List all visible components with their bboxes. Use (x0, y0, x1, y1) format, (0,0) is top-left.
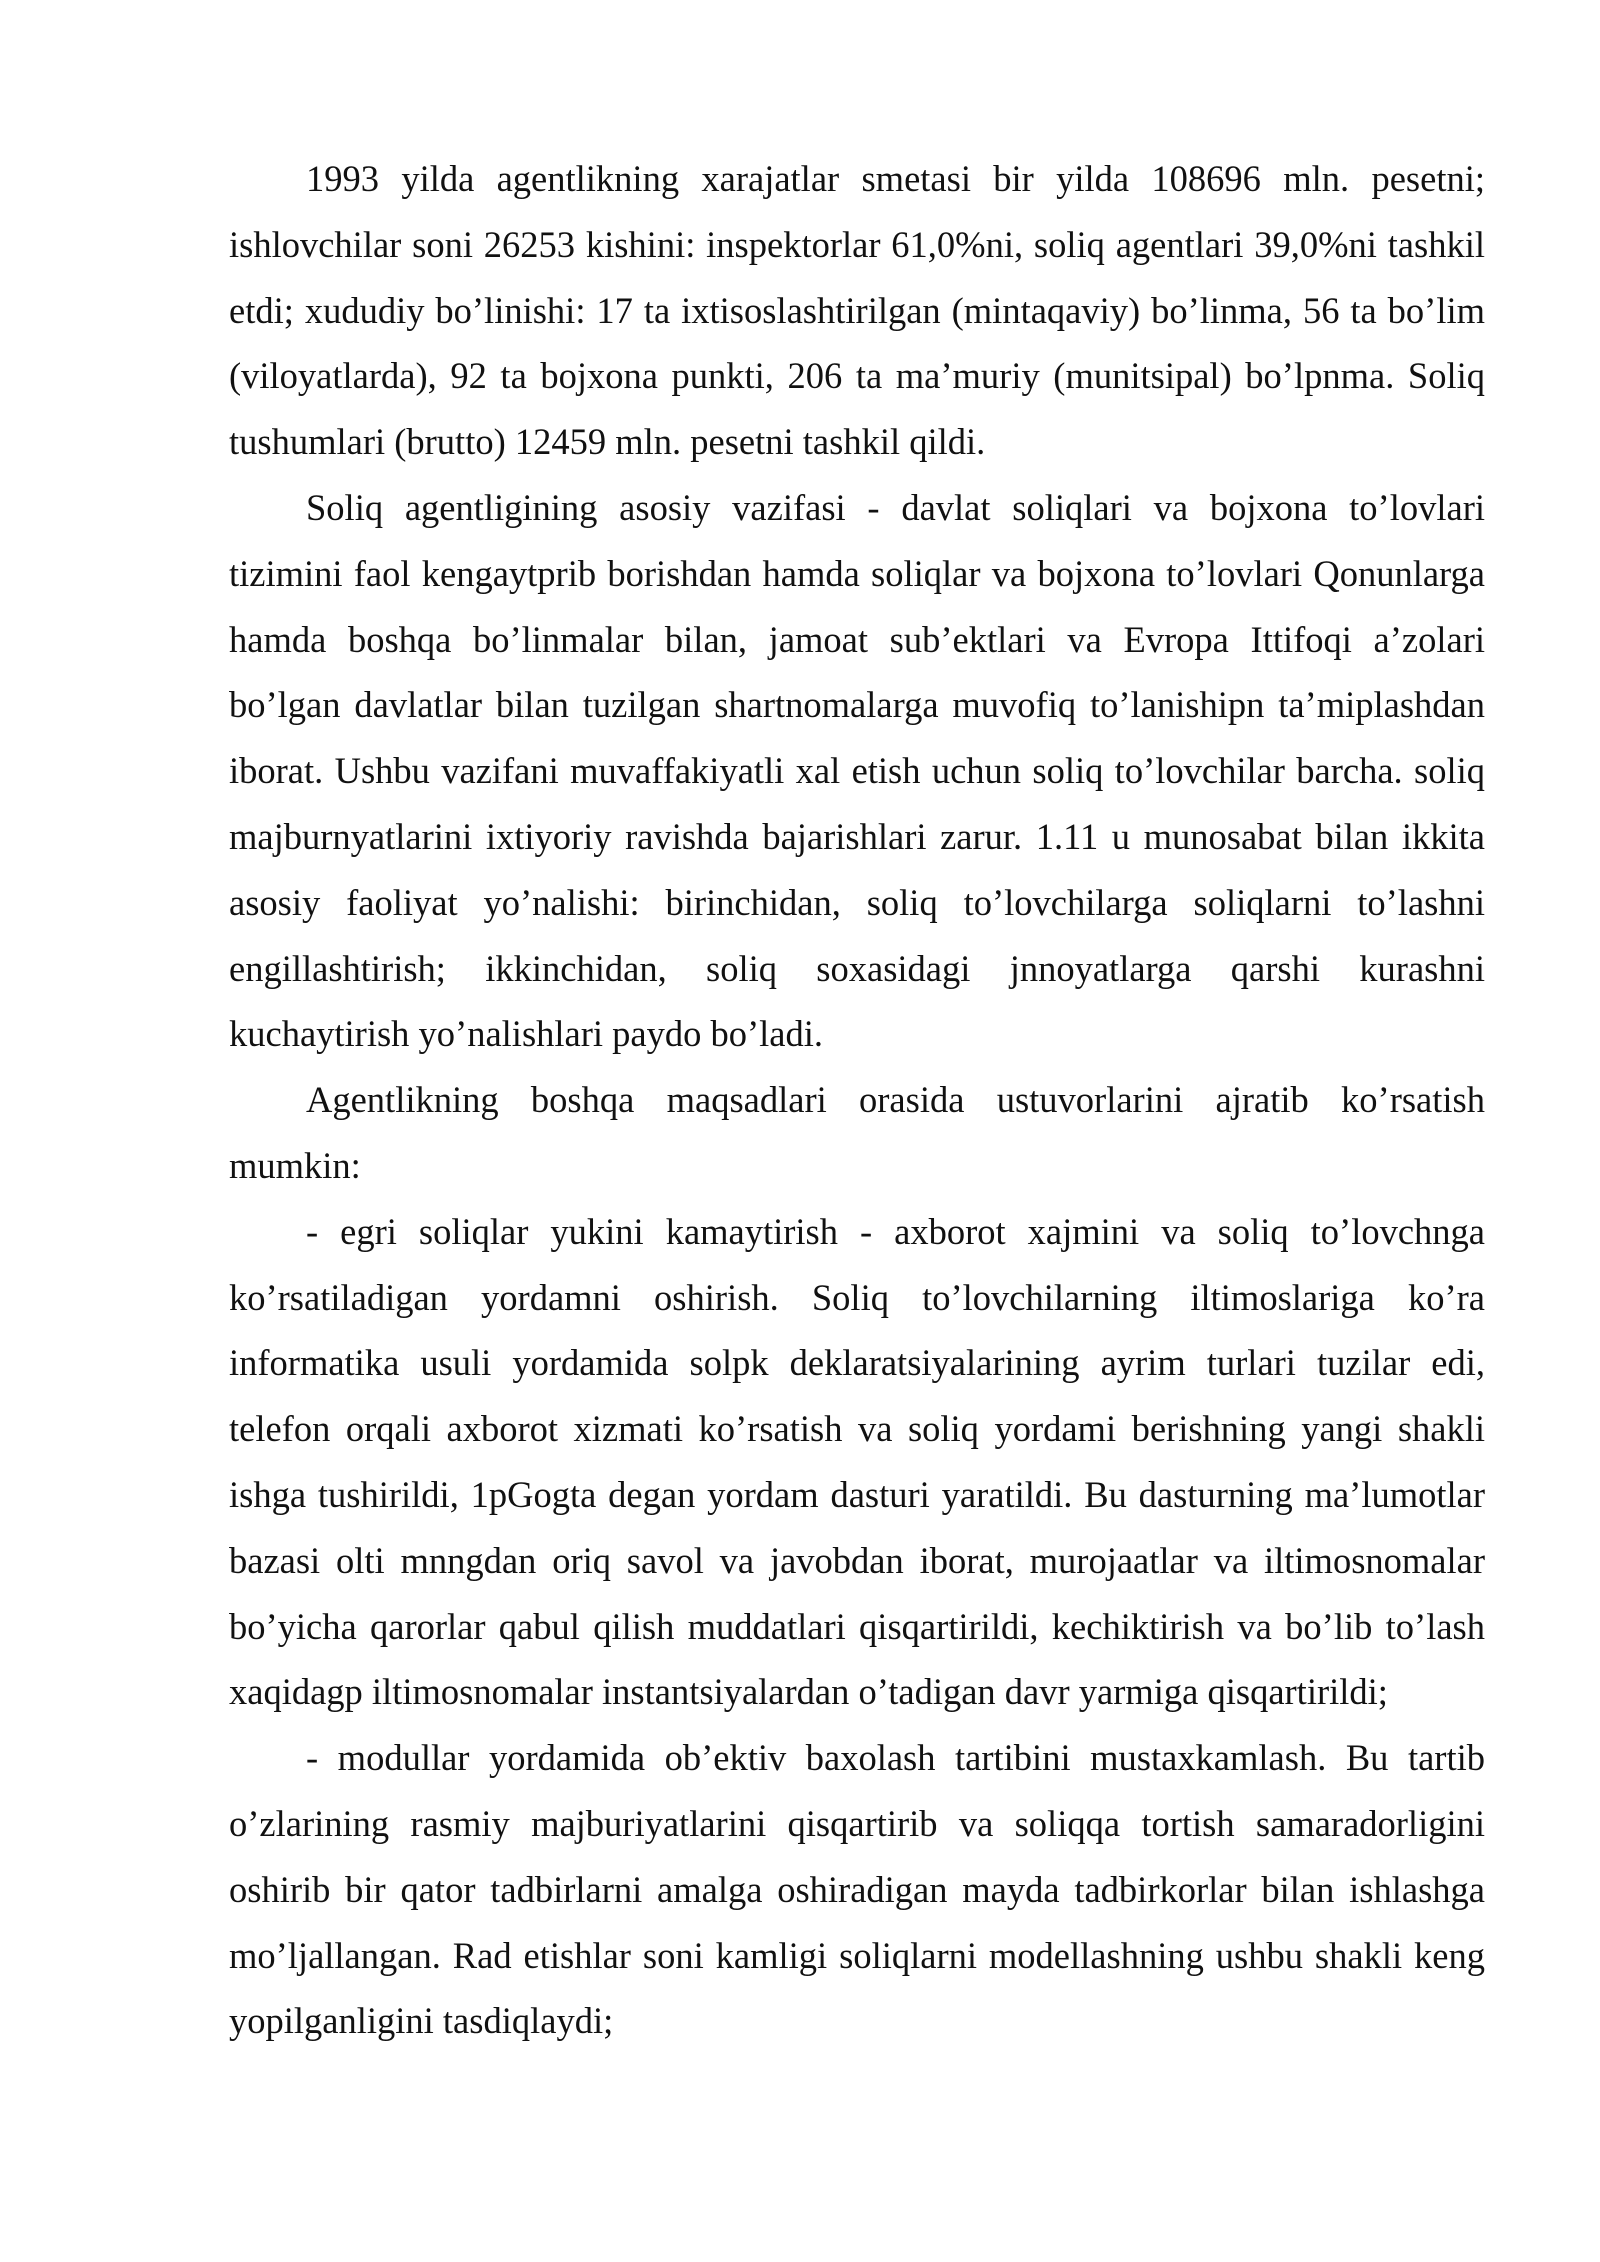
list-item-reduce-indirect-burden: - egri soliqlar yukini kamaytirish - axborot xajmini va soliq to’lovchnga ko’rsatiladigan yordamni oshirish. Soliq to’lovchilarning iltimoslariga ko’ra informatika usuli yordamida solpk deklaratsiyalarining ayrim turlari tuzilar edi, telefon orqali axborot xizmati ko’rsatish va soliq yordami berishning yangi shakli ishga tushirildi, 1pGogta degan yordam dasturi yaratildi. Bu dasturning ma’lumotlar bazasi olti mnngdan oriq savol va javobdan iborat, murojaatlar va iltimosnomalar bo’yicha qarorlar qabul qilish muddatlari qisqartirildi, kechiktirish va bo’lib to’lash xaqidagp iltimosnomalar instantsiyalardan o’tadigan davr yarmiga qisqartirildi; (229, 1210, 1485, 1713)
document-page (229, 146, 1485, 2054)
paragraph-agency-main-task: Soliq agentligining asosiy vazifasi - davlat soliqlari va bojxona to’lovlari tizimini faol kengaytprib borishdan hamda soliqlar va bojxona to’lovlari Qonunlarga hamda boshqa bo’linmalar bilan, jamoat sub’ektlari va Evropa Ittifoqi a’zolari bo’lgan davlatlar bilan tuzilgan shartnomalarga muvofiq to’lanishipn ta’miplashdan iborat. Ushbu vazifani muvaffakiyatli xal etish uchun soliq to’lovchilar barcha. soliq majburnyatlarini ixtiyoriy ravishda bajarishlari zarur. 1.11 u munosabat bilan ikkita asosiy faoliyat yo’nalishi: birinchidan, soliq to’lovchilarga soliqlarni to’lashni engillashtirish; ikkinchidan, soliq soxasidagi jnnoyatlarga qarshi kurashni kuchaytirish yo’nalishlari paydo bo’ladi. (229, 486, 1485, 1055)
paragraph-agency-other-goals: Agentlikning boshqa maqsadlari orasida ustuvorlarini ajratib ko’rsatish mumkin: (229, 1079, 1485, 1186)
list-item-objective-assessment-modules: - modullar yordamida ob’ektiv baxolash tartibini mustaxkamlash. Bu tartib o’zlarining rasmiy majburiyatlarini qisqartirib va soliqqa tortish samaradorligini oshirib bir qator tadbirlarni amalga oshiradigan mayda tadbirkorlar bilan ishlashga mo’ljallangan. Rad etishlar soni kamligi soliqlarni modellashning ushbu shakli keng yopilganligini tasdiqlaydi; (229, 1737, 1485, 2042)
paragraph-agency-budget-1993: 1993 yilda agentlikning xarajatlar smetasi bir yilda 108696 mln. pesetni; ishlovchilar soni 26253 kishini: inspektorlar 61,0%ni, soliq agentlari 39,0%ni tashkil etdi; xududiy bo’linishi: 17 ta ixtisoslashtirilgan (mintaqaviy) bo’linma, 56 ta bo’lim (viloyatlarda), 92 ta bojxona punkti, 206 ta ma’muriy (munitsipal) bo’lpnma. Soliq tushumlari (brutto) 12459 mln. pesetni tashkil qildi. (229, 158, 1485, 463)
